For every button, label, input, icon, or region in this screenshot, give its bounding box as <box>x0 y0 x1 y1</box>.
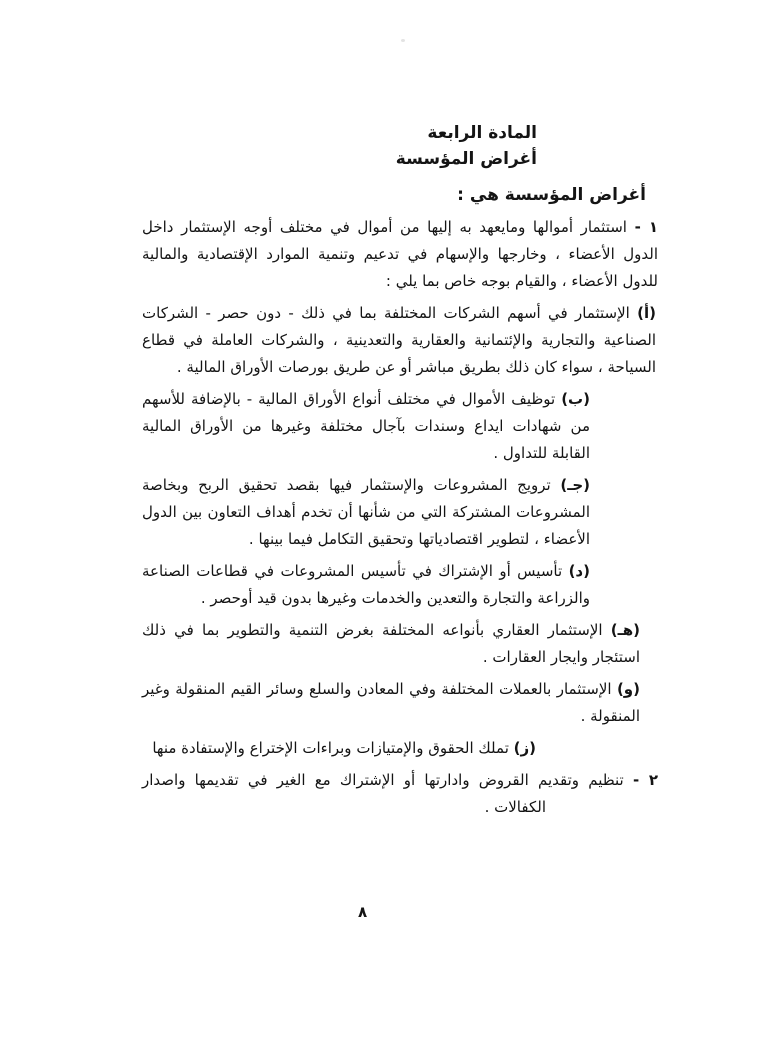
item-marker: (ز) <box>513 739 536 757</box>
article-title: المادة الرابعة <box>427 123 537 143</box>
article-content <box>142 120 658 821</box>
item-marker: (ب) <box>561 390 590 408</box>
list-item <box>142 735 658 762</box>
item-text: الإستثمار العقاري بأنواعه المختلفة بغرض التنمية والتطوير بما في ذلك استئجار وايجار العقارات . <box>142 621 640 666</box>
purposes-list <box>142 214 658 821</box>
item-marker: (و) <box>616 680 640 698</box>
scan-speck-artifact <box>401 39 405 42</box>
list-item <box>142 676 658 730</box>
item-text: تملك الحقوق والإمتيازات وبراءات الإختراع والإستفادة منها <box>152 739 514 757</box>
purposes-intro-line: أغراض المؤسسة هي : <box>457 185 646 205</box>
page-number: ٨ <box>358 903 368 921</box>
item-text: ترويج المشروعات والإستثمار فيها بقصد تحقيق الربح وبخاصة المشروعات المشتركة التي من شأنها أن تخدم أهداف التعاون بين الدول الأعضاء ، لتطوير اقتصادياتها وتحقيق التكامل فيما بينها . <box>142 476 590 548</box>
list-item <box>142 214 658 295</box>
list-item <box>142 472 658 553</box>
list-item <box>142 617 658 671</box>
item-marker: (أ) <box>637 304 656 322</box>
item-text: الإستثمار بالعملات المختلفة وفي المعادن والسلع وسائر القيم المنقولة وغير المنقولة . <box>142 680 640 725</box>
item-marker: ٢ - <box>632 771 659 789</box>
list-item <box>142 558 658 612</box>
list-item <box>142 386 658 467</box>
list-item <box>142 300 658 381</box>
item-text: استثمار أموالها ومايعهد به إليها من أموال في مختلف أوجه الإستثمار داخل الدول الأعضاء ، وخارجها والإسهام في تدعيم وتنمية الموارد الإقتصادية والمالية للدول الأعضاء ، والقيام بوجه خاص بما يلي : <box>142 218 658 290</box>
list-item <box>142 767 658 821</box>
item-text: توظيف الأموال في مختلف أنواع الأوراق المالية - بالإضافة للأسهم من شهادات ايداع وسندات بآجال مختلفة وغيرها من الأوراق المالية القابلة للتداول . <box>142 390 590 462</box>
item-marker: ١ - <box>634 218 658 236</box>
article-subtitle: أغراض المؤسسة <box>395 149 537 169</box>
item-marker: (هـ) <box>610 621 640 639</box>
item-text: تنظيم وتقديم القروض وادارتها أو الإشتراك مع الغير في تقديمها واصدار الكفالات . <box>142 771 633 816</box>
item-marker: (د) <box>568 562 590 580</box>
item-text: الإستثمار في أسهم الشركات المختلفة بما في ذلك - دون حصر - الشركات الصناعية والتجارية والإئتمانية والعقارية والتعدينية ، والشركات العاملة في قطاع السياحة ، سواء كان ذلك بطريق مباشر أو عن طريق بورصات الأوراق المالية . <box>142 304 656 376</box>
item-marker: (جـ) <box>560 476 590 494</box>
item-text: تأسيس أو الإشتراك في تأسيس المشروعات في قطاعات الصناعة والزراعة والتجارة والتعدين والخدمات وغيرها بدون قيد أوحصر . <box>142 562 590 607</box>
